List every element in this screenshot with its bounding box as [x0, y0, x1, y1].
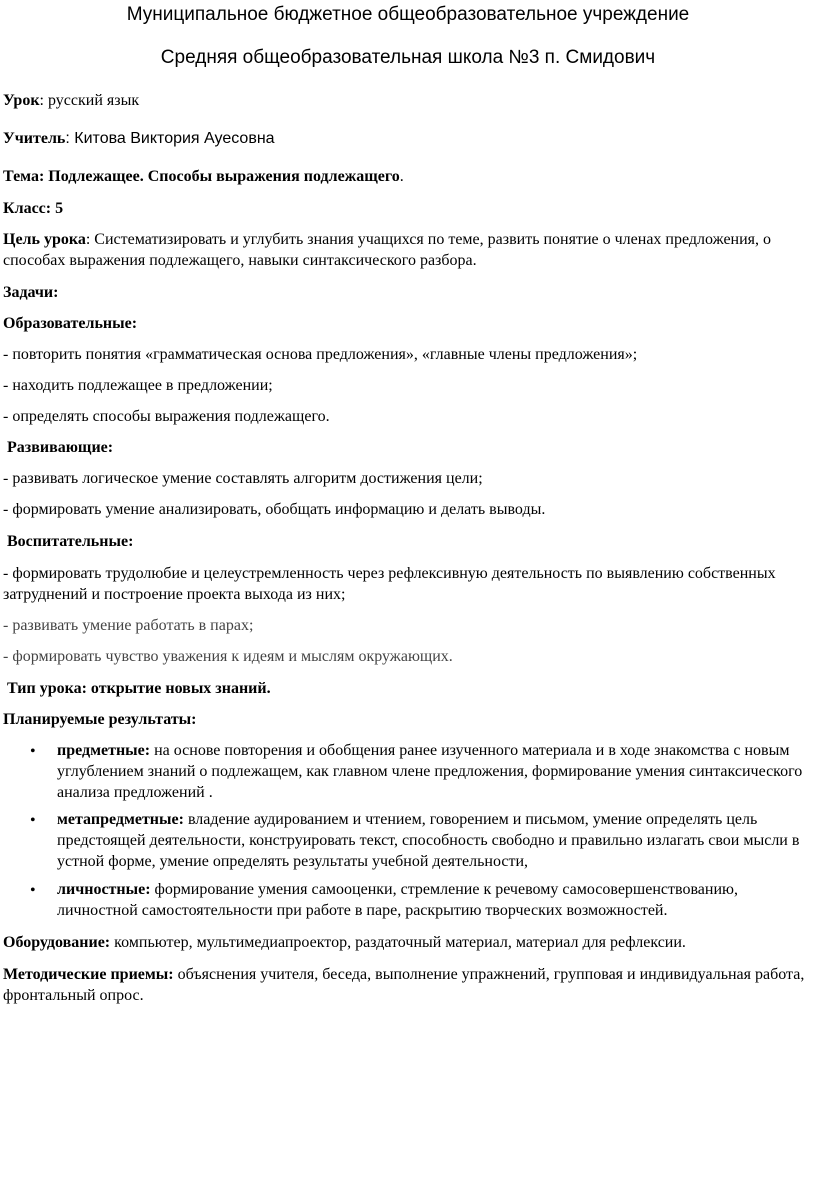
- educational-heading-text: Образовательные:: [3, 315, 138, 332]
- lesson-line: [3, 90, 811, 111]
- upbringing-item: - развивать умение работать в парах;: [3, 617, 254, 634]
- results-item: [57, 740, 813, 803]
- educational-heading: [3, 313, 811, 334]
- goal-label: Цель урока: [3, 231, 86, 248]
- school-title: Средняя общеобразовательная школа №3 п. Смидович: [160, 47, 656, 68]
- developing-heading: [7, 437, 815, 458]
- equipment-line: [3, 932, 811, 953]
- results-item-label: метапредметные:: [57, 811, 184, 828]
- lesson-type-text: Тип урока: открытие новых знаний.: [7, 680, 271, 697]
- results-heading-text: Планируемые результаты:: [3, 711, 197, 728]
- developing-item: - формировать умение анализировать, обобщать информацию и делать выводы.: [3, 501, 546, 518]
- topic-text: Тема: Подлежащее. Способы выражения подлежащего: [3, 168, 400, 185]
- methods-label: Методические приемы:: [3, 966, 174, 983]
- results-item: [57, 809, 813, 872]
- lesson-type: [7, 678, 815, 699]
- results-item-label: предметные:: [57, 742, 151, 759]
- upbringing-item: - формировать трудолюбие и целеустремленность через рефлексивную деятельность по выявлению собственных затруднений и построение проекта выхода из них;: [3, 565, 776, 603]
- results-item: [57, 879, 813, 921]
- bullet-icon: •: [30, 882, 36, 899]
- grade-text: Класс: 5: [3, 200, 64, 217]
- org-title: Муниципальное бюджетное общеобразовательное учреждение: [126, 4, 690, 25]
- bullet-icon: •: [30, 812, 36, 829]
- goal-value: : Систематизировать и углубить знания учащихся по теме, развить понятие о членах предложения, о способах выражения подлежащего, навыки синтаксического разбора.: [3, 231, 772, 269]
- educational-item: - повторить понятия «грамматическая основа предложения», «главные члены предложения»;: [3, 346, 638, 363]
- tasks-heading: [3, 282, 811, 303]
- teacher-value: : Китова Виктория Ауесовна: [65, 130, 275, 147]
- tasks-heading-text: Задачи:: [3, 284, 59, 301]
- lesson-value: : русский язык: [39, 92, 140, 109]
- teacher-line: [3, 128, 811, 149]
- equipment-label: Оборудование:: [3, 934, 111, 951]
- upbringing-heading-text: Воспитательные:: [7, 533, 134, 550]
- upbringing-item: - формировать чувство уважения к идеям и мыслям окружающих.: [3, 648, 453, 665]
- goal-paragraph: [3, 229, 811, 271]
- bullet-icon: •: [30, 743, 36, 760]
- results-heading: [3, 709, 811, 730]
- results-item-text: владение аудированием и чтением, говорением и письмом, умение определять цель предстоящей деятельности, конструировать текст, способность свободно и правильно излагать свои мысли в устной форме, умение определять результаты учебной деятельности,: [57, 811, 800, 870]
- methods-text: объяснения учителя, беседа, выполнение упражнений, групповая и индивидуальная работа, фронтальный опрос.: [3, 966, 805, 1004]
- educational-item: - находить подлежащее в предложении;: [3, 377, 273, 394]
- equipment-text: компьютер, мультимедиапроектор, раздаточный материал, материал для рефлексии.: [110, 934, 686, 951]
- upbringing-heading: [7, 531, 815, 552]
- topic-line: [3, 166, 811, 187]
- results-item-label: личностные:: [57, 881, 151, 898]
- grade-line: [3, 198, 811, 219]
- results-item-text: на основе повторения и обобщения ранее изученного материала и в ходе знакомства с новым углублением знаний о подлежащем, как главном члене предложения, формирование умения синтаксического анализа предложений .: [57, 742, 803, 801]
- developing-item: - развивать логическое умение составлять алгоритм достижения цели;: [3, 470, 483, 487]
- educational-item: - определять способы выражения подлежащего.: [3, 408, 330, 425]
- results-item-text: формирование умения самооценки, стремление к речевому самосовершенствованию, личностной самостоятельности при работе в паре, раскрытию творческих возможностей.: [57, 881, 738, 919]
- topic-end: .: [399, 168, 404, 185]
- teacher-label: Учитель: [3, 130, 66, 147]
- methods-paragraph: [3, 964, 811, 1006]
- lesson-label: Урок: [3, 92, 40, 109]
- developing-heading-text: Развивающие:: [7, 439, 114, 456]
